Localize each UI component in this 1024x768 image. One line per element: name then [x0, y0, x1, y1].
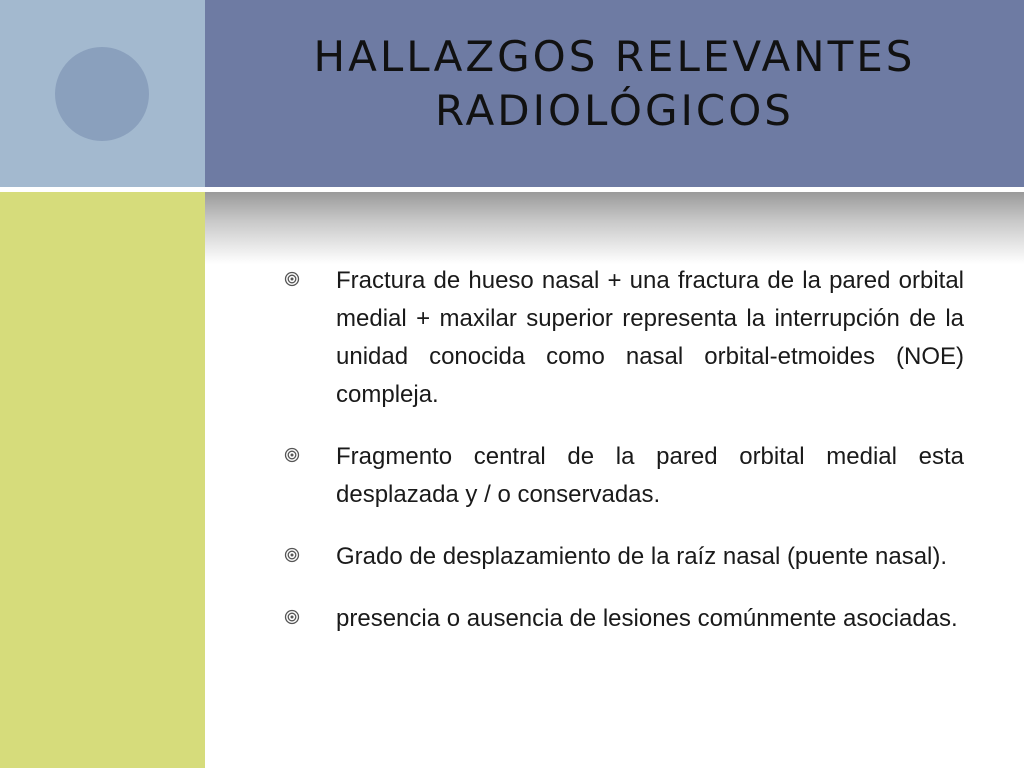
left-sidebar-band	[0, 192, 205, 768]
decorative-circle	[55, 47, 149, 141]
bullet-text: Fractura de hueso nasal + una fractura de la pared orbital medial + maxilar superior representa la interrupción de la unidad conocida como nasal orbital-etmoides (NOE) compleja.	[336, 267, 964, 408]
title-bar	[205, 0, 1024, 187]
bullet-text: presencia o ausencia de lesiones comúnmente asociadas.	[336, 605, 958, 632]
slide-title	[205, 30, 1024, 138]
concentric-circle-bullet-icon	[284, 547, 300, 563]
concentric-circle-bullet-icon	[284, 609, 300, 625]
concentric-circle-bullet-icon	[284, 447, 300, 463]
bullet-item	[282, 538, 964, 576]
slide-title-line-2: RADIOLÓGICOS	[435, 86, 794, 135]
bullet-list	[282, 262, 964, 662]
bullet-text: Fragmento central de la pared orbital medial esta desplazada y / o conservadas.	[336, 443, 964, 508]
bullet-item	[282, 600, 964, 638]
concentric-circle-bullet-icon	[284, 271, 300, 287]
corner-block	[0, 0, 205, 187]
shadow-gradient-band	[205, 192, 1024, 264]
bullet-item	[282, 262, 964, 414]
bullet-text: Grado de desplazamiento de la raíz nasal (puente nasal).	[336, 543, 948, 570]
bullet-item	[282, 438, 964, 514]
slide-title-line-1: HALLAZGOS RELEVANTES	[313, 32, 916, 81]
